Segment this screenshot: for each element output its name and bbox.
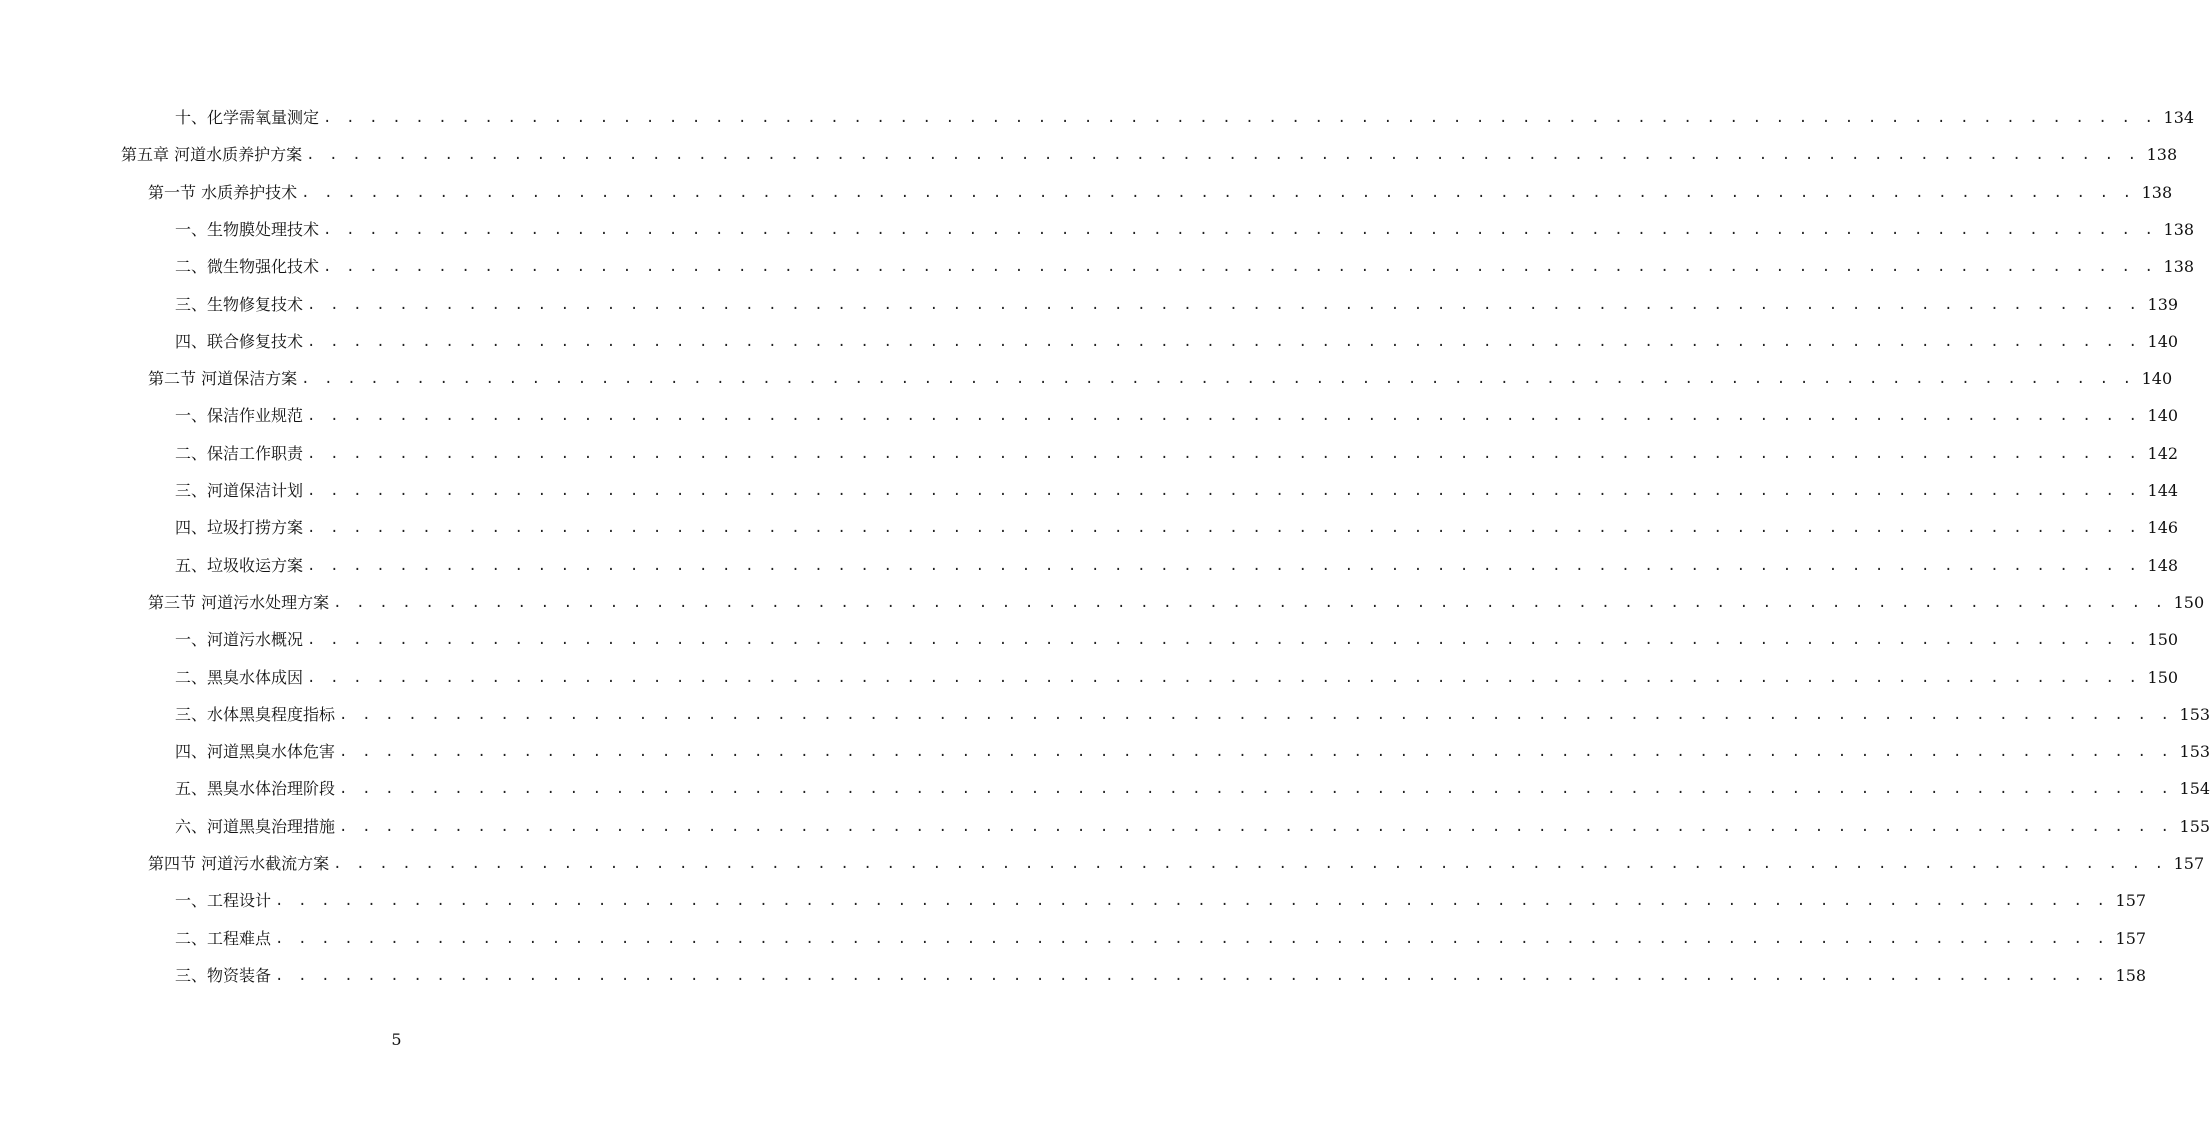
toc-entry-page-number: 148 [2147,555,2179,575]
toc-entry-title: 四、河道黑臭水体危害 [175,742,336,762]
toc-entry[interactable] [175,212,2195,240]
toc-entry-page-number: 158 [2115,965,2147,985]
dot-leader: . . . . . . . . . . . . . . . . . . . . . . . . . . . . . . . . . . . . . . . . . . . . . . . . . . . . . . . . . . . . . . . . . . . . . . . . . . . . . . . . [275,930,2109,947]
toc-entry-title: 第三节 河道污水处理方案 [148,592,330,612]
toc-entry-title: 六、河道黑臭治理措施 [175,816,336,836]
dot-leader: . . . . . . . . . . . . . . . . . . . . . . . . . . . . . . . . . . . . . . . . . . . . . . . . . . . . . . . . . . . . . . . . . . . . . . . . . . . . . . . . [333,594,2167,611]
toc-entry[interactable] [175,398,2179,426]
toc-entry-page-number: 138 [2141,182,2173,202]
toc-entry[interactable] [175,771,2210,799]
toc-entry-title: 二、工程难点 [175,928,272,948]
toc-entry[interactable] [175,622,2179,650]
toc-entry-page-number: 157 [2173,854,2205,873]
toc-entry-title: 第四节 河道污水截流方案 [148,854,330,873]
toc-entry[interactable] [148,361,2173,389]
toc-entry[interactable] [175,100,2195,128]
toc-entry[interactable] [175,473,2179,501]
toc-entry-page-number: 144 [2147,481,2179,500]
toc-entry-title: 三、物资装备 [175,965,272,985]
toc-entry-page-number: 150 [2173,592,2205,612]
toc-entry-title: 五、黑臭水体治理阶段 [175,779,336,799]
toc-entry-title: 三、河道保洁计划 [175,481,304,500]
dot-leader: . . . . . . . . . . . . . . . . . . . . . . . . . . . . . . . . . . . . . . . . . . . . . . . . . . . . . . . . . . . . . . . . . . . . . . . . . . . . . . . . [339,744,2173,761]
toc-entry-page-number: 153 [2179,742,2210,762]
toc-entry-title: 二、保洁工作职责 [175,443,304,463]
dot-leader: . . . . . . . . . . . . . . . . . . . . . . . . . . . . . . . . . . . . . . . . . . . . . . . . . . . . . . . . . . . . . . . . . . . . . . . . . . . . . . . . [323,110,2157,126]
toc-entry[interactable] [148,846,2205,874]
toc-entry-page-number: 157 [2115,891,2147,911]
toc-entry-title: 四、联合修复技术 [175,331,304,351]
toc-entry[interactable] [175,958,2147,986]
dot-leader: . . . . . . . . . . . . . . . . . . . . . . . . . . . . . . . . . . . . . . . . . . . . . . . . . . . . . . . . . . . . . . . . . . . . . . . . . . . . . . . . [301,371,2135,388]
toc-entry-page-number: 140 [2147,406,2179,426]
toc-entry-title: 三、生物修复技术 [175,294,304,314]
toc-entry-page-number: 139 [2147,294,2179,314]
toc-entry-page-number: 157 [2115,928,2147,948]
dot-leader: . . . . . . . . . . . . . . . . . . . . . . . . . . . . . . . . . . . . . . . . . . . . . . . . . . . . . . . . . . . . . . . . . . . . . . . . . . . . . . . . [339,781,2173,798]
dot-leader: . . . . . . . . . . . . . . . . . . . . . . . . . . . . . . . . . . . . . . . . . . . . . . . . . . . . . . . . . . . . . . . . . . . . . . . . . . . . . . . . [339,706,2173,723]
toc-entry[interactable] [175,510,2179,538]
dot-leader: . . . . . . . . . . . . . . . . . . . . . . . . . . . . . . . . . . . . . . . . . . . . . . . . . . . . . . . . . . . . . . . . . . . . . . . . . . . . . . . . [307,669,2141,686]
dot-leader: . . . . . . . . . . . . . . . . . . . . . . . . . . . . . . . . . . . . . . . . . . . . . . . . . . . . . . . . . . . . . . . . . . . . . . . . . . . . . . . . [306,147,2140,164]
toc-entry-title: 一、河道污水概况 [175,630,304,650]
dot-leader: . . . . . . . . . . . . . . . . . . . . . . . . . . . . . . . . . . . . . . . . . . . . . . . . . . . . . . . . . . . . . . . . . . . . . . . . . . . . . . . . [307,445,2141,462]
dot-leader: . . . . . . . . . . . . . . . . . . . . . . . . . . . . . . . . . . . . . . . . . . . . . . . . . . . . . . . . . . . . . . . . . . . . . . . . . . . . . . . . [275,967,2109,984]
toc-entry-title: 第五章 河道水质养护方案 [121,145,303,165]
dot-leader: . . . . . . . . . . . . . . . . . . . . . . . . . . . . . . . . . . . . . . . . . . . . . . . . . . . . . . . . . . . . . . . . . . . . . . . . . . . . . . . . [307,557,2141,574]
toc-entry[interactable] [175,287,2179,315]
dot-leader: . . . . . . . . . . . . . . . . . . . . . . . . . . . . . . . . . . . . . . . . . . . . . . . . . . . . . . . . . . . . . . . . . . . . . . . . . . . . . . . . [323,259,2157,276]
toc-entry-title: 五、垃圾收运方案 [175,555,304,575]
dot-leader: . . . . . . . . . . . . . . . . . . . . . . . . . . . . . . . . . . . . . . . . . . . . . . . . . . . . . . . . . . . . . . . . . . . . . . . . . . . . . . . . [323,221,2157,238]
toc-entry-title: 三、水体黑臭程度指标 [175,704,336,724]
toc-entry[interactable] [175,921,2147,949]
toc-entry-title: 四、垃圾打捞方案 [175,518,304,538]
toc-entry[interactable] [175,249,2195,277]
toc-entry[interactable] [175,809,2210,837]
toc-entry-page-number: 134 [2163,108,2195,127]
toc-entry[interactable] [175,324,2179,352]
dot-leader: . . . . . . . . . . . . . . . . . . . . . . . . . . . . . . . . . . . . . . . . . . . . . . . . . . . . . . . . . . . . . . . . . . . . . . . . . . . . . . . . [307,333,2141,350]
toc-entry-title: 一、保洁作业规范 [175,406,304,426]
dot-leader: . . . . . . . . . . . . . . . . . . . . . . . . . . . . . . . . . . . . . . . . . . . . . . . . . . . . . . . . . . . . . . . . . . . . . . . . . . . . . . . . [333,856,2167,872]
toc-entry-title: 第二节 河道保洁方案 [148,369,298,389]
toc-entry-page-number: 150 [2147,667,2179,687]
toc-entry[interactable] [148,585,2205,613]
toc-entry-page-number: 140 [2147,331,2179,351]
toc-entry[interactable] [175,548,2179,576]
dot-leader: . . . . . . . . . . . . . . . . . . . . . . . . . . . . . . . . . . . . . . . . . . . . . . . . . . . . . . . . . . . . . . . . . . . . . . . . . . . . . . . . [307,483,2141,499]
toc-entry-page-number: 138 [2163,257,2195,277]
toc-entry[interactable] [175,734,2210,762]
toc-entry-page-number: 146 [2147,518,2179,538]
toc-entry-title: 二、黑臭水体成因 [175,667,304,687]
toc-entry[interactable] [175,883,2147,911]
toc-entry[interactable] [175,660,2179,688]
dot-leader: . . . . . . . . . . . . . . . . . . . . . . . . . . . . . . . . . . . . . . . . . . . . . . . . . . . . . . . . . . . . . . . . . . . . . . . . . . . . . . . . [275,893,2109,910]
toc-entry-title: 一、工程设计 [175,891,272,911]
toc-entry[interactable] [175,436,2179,464]
toc-entry-page-number: 142 [2147,443,2179,463]
dot-leader: . . . . . . . . . . . . . . . . . . . . . . . . . . . . . . . . . . . . . . . . . . . . . . . . . . . . . . . . . . . . . . . . . . . . . . . . . . . . . . . . [339,818,2173,835]
toc-entry[interactable] [148,175,2173,203]
toc-entry-title: 十、化学需氧量测定 [175,108,320,127]
toc-entry-page-number: 138 [2146,145,2178,165]
page-number: 5 [391,1030,402,1049]
dot-leader: . . . . . . . . . . . . . . . . . . . . . . . . . . . . . . . . . . . . . . . . . . . . . . . . . . . . . . . . . . . . . . . . . . . . . . . . . . . . . . . . [307,408,2141,425]
toc-entry-page-number: 150 [2147,630,2179,650]
toc-entry[interactable] [121,137,2178,165]
dot-leader: . . . . . . . . . . . . . . . . . . . . . . . . . . . . . . . . . . . . . . . . . . . . . . . . . . . . . . . . . . . . . . . . . . . . . . . . . . . . . . . . [301,184,2135,201]
toc-entry-title: 二、微生物强化技术 [175,257,320,277]
dot-leader: . . . . . . . . . . . . . . . . . . . . . . . . . . . . . . . . . . . . . . . . . . . . . . . . . . . . . . . . . . . . . . . . . . . . . . . . . . . . . . . . [307,632,2141,649]
toc-entry-page-number: 153 [2179,704,2210,724]
toc-entry-page-number: 138 [2163,219,2195,239]
toc-entry-page-number: 154 [2179,779,2210,799]
toc-entry-page-number: 140 [2141,369,2173,389]
toc-entry[interactable] [175,697,2210,725]
toc-entry-title: 一、生物膜处理技术 [175,219,320,239]
dot-leader: . . . . . . . . . . . . . . . . . . . . . . . . . . . . . . . . . . . . . . . . . . . . . . . . . . . . . . . . . . . . . . . . . . . . . . . . . . . . . . . . [307,296,2141,313]
toc-entry-title: 第一节 水质养护技术 [148,182,298,202]
dot-leader: . . . . . . . . . . . . . . . . . . . . . . . . . . . . . . . . . . . . . . . . . . . . . . . . . . . . . . . . . . . . . . . . . . . . . . . . . . . . . . . . [307,520,2141,537]
toc-entry-page-number: 155 [2179,816,2210,836]
